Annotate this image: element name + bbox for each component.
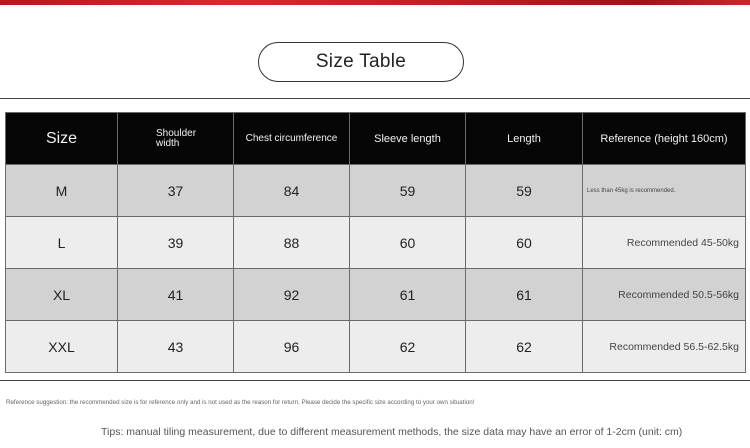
cell-size: XL (6, 269, 118, 321)
cell-sleeve: 62 (350, 321, 466, 373)
cell-shoulder: 39 (118, 217, 234, 269)
cell-chest: 88 (234, 217, 350, 269)
header-chest: Chest circumference (234, 113, 350, 165)
header-shoulder-line1: Shoulder (156, 127, 197, 139)
cell-shoulder: 43 (118, 321, 234, 373)
table-header-row (6, 113, 746, 165)
cell-chest: 92 (234, 269, 350, 321)
cell-reference: Recommended 50.5-56kg (583, 269, 746, 321)
header-sleeve: Sleeve length (350, 113, 466, 165)
cell-sleeve: 60 (350, 217, 466, 269)
measurement-tips: Tips: manual tiling measurement, due to different measurement methods, the size data may have an error of 1-2cm (unit: cm) (101, 426, 683, 438)
table-row (6, 321, 746, 373)
top-banner-strip (0, 0, 750, 5)
cell-reference: Recommended 56.5-62.5kg (583, 321, 746, 373)
table-row (6, 217, 746, 269)
bottom-divider (0, 380, 750, 381)
cell-shoulder: 41 (118, 269, 234, 321)
size-table-title (258, 42, 464, 82)
cell-length: 62 (466, 321, 583, 373)
cell-length: 59 (466, 165, 583, 217)
cell-length: 61 (466, 269, 583, 321)
cell-chest: 84 (234, 165, 350, 217)
reference-suggestion: Reference suggestion: the recommended size is for reference only and is not used as the reason for return. Please decide the specific size according to your own situation! (6, 399, 475, 406)
cell-sleeve: 61 (350, 269, 466, 321)
cell-size: XXL (6, 321, 118, 373)
header-size: Size (6, 113, 118, 165)
size-table-grid (5, 112, 746, 373)
table-row (6, 165, 746, 217)
title-text: Size Table (315, 51, 407, 72)
header-length: Length (466, 113, 583, 165)
size-table (5, 112, 745, 367)
cell-reference: Recommended 45-50kg (583, 217, 746, 269)
header-shoulder-line2: width (156, 137, 180, 149)
table-row (6, 269, 746, 321)
top-divider (0, 98, 750, 99)
header-shoulder-width (118, 113, 234, 165)
cell-size: M (6, 165, 118, 217)
cell-chest: 96 (234, 321, 350, 373)
cell-length: 60 (466, 217, 583, 269)
cell-reference: Less than 45kg is recommended. (583, 165, 746, 217)
cell-sleeve: 59 (350, 165, 466, 217)
cell-size: L (6, 217, 118, 269)
header-reference: Reference (height 160cm) (583, 113, 746, 165)
cell-shoulder: 37 (118, 165, 234, 217)
